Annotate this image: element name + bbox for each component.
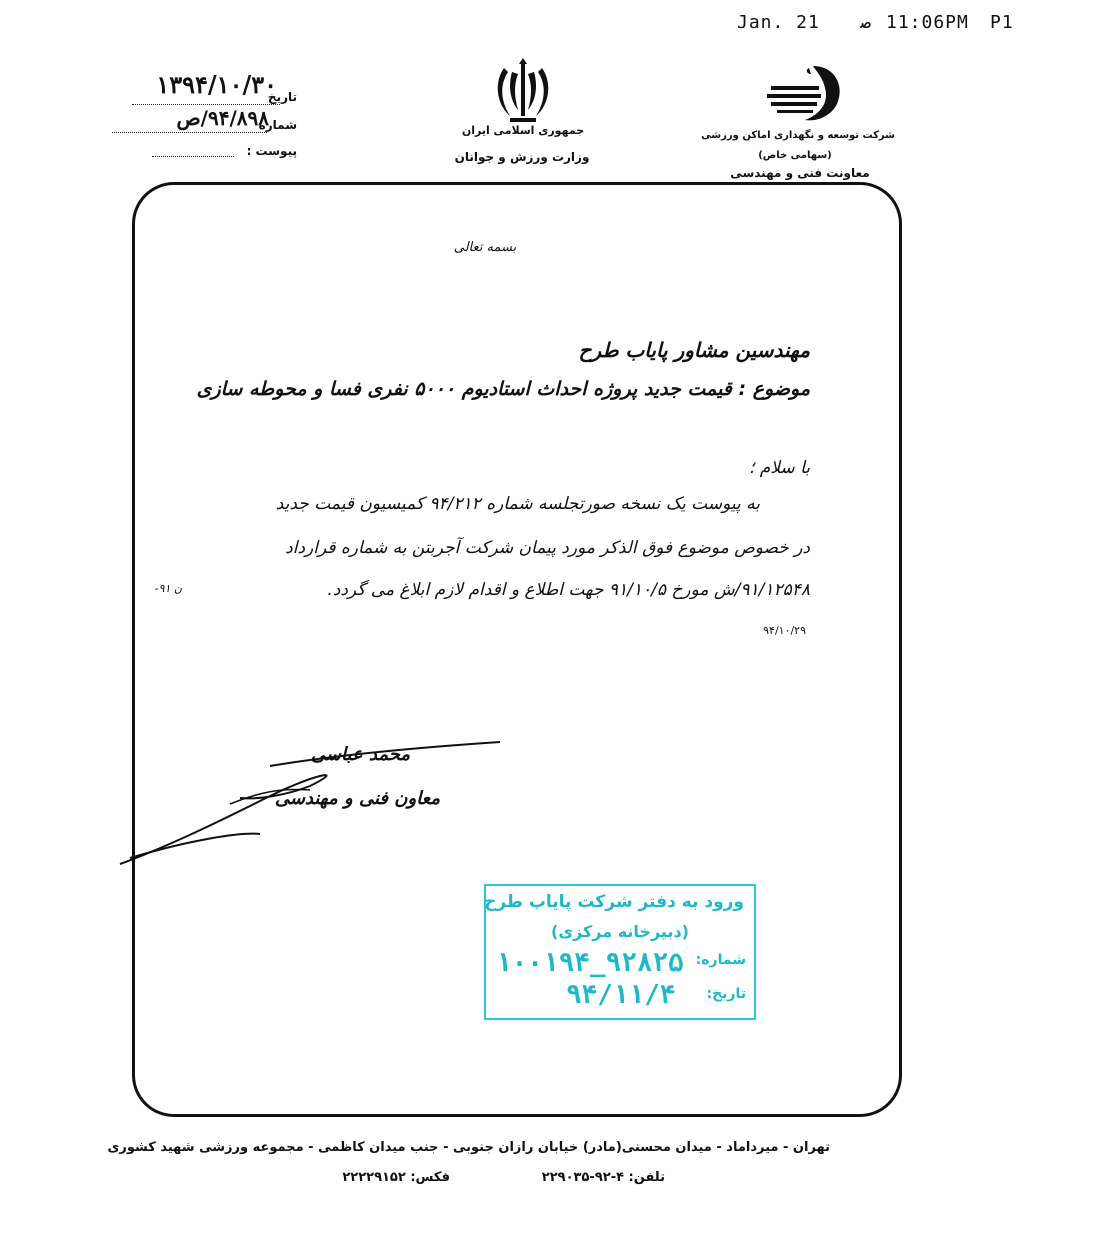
salutation: بسمه تعالی	[453, 240, 517, 255]
footer-phone: تلفن: ۴-۹۲-۲۲۹۰۳۵	[541, 1170, 665, 1185]
meta-block	[112, 66, 297, 166]
body-line-2: در خصوص موضوع فوق الذکر مورد پیمان شرکت آجربتن به شماره قرارداد	[285, 538, 810, 558]
margin-note: ن ۹۱-	[154, 582, 182, 595]
body-line-1: به پیوست یک نسخه صورتجلسه شماره ۹۴/۲۱۲ کمیسیون قیمت جدید	[275, 494, 760, 514]
stamp-number-label: شماره:	[695, 952, 746, 968]
company-line1: شرکت توسعه و نگهداری اماکن ورزشی	[701, 130, 895, 141]
meta-date-underline	[132, 104, 280, 105]
iran-emblem-icon	[490, 58, 556, 126]
stamp-date-label: تاریخ:	[706, 986, 746, 1002]
stamp-title: ورود به دفتر شرکت پایاب طرح	[484, 892, 744, 912]
fax-page: P1	[990, 12, 1014, 33]
subject: موضوع : قیمت جدید پروژه احداث استادیوم ۵۰۰۰ نفری فسا و محوطه سازی	[196, 378, 810, 400]
recipient: مهندسین مشاور پایاب طرح	[578, 338, 810, 362]
meta-date-value: ۱۳۹۴/۱۰/۳۰	[156, 70, 277, 99]
meta-number-label: شماره	[258, 118, 297, 132]
signer-name: محمد عباسی	[310, 744, 410, 765]
footer-address: تهران - میرداماد - میدان محسنی(مادر) خیابان رازان جنوبی - جنب میدان کاظمی - مجموعه ورزشی شهید کشوری	[107, 1140, 830, 1155]
greeting: با سلام ؛	[748, 458, 810, 478]
stamp-subtitle: (دبیرخانه مرکزی)	[551, 922, 689, 941]
meta-number-underline	[112, 132, 267, 133]
company-logo-icon	[765, 62, 845, 124]
meta-attachment-underline	[152, 156, 234, 157]
signer-title: معاون فنی و مهندسی	[274, 788, 440, 809]
meta-attachment-label: پیوست :	[246, 144, 297, 158]
body-line-3: ۹۱/۱۲۵۴۸/ش مورخ ۹۱/۱۰/۵ جهت اطلاع و اقدام لازم ابلاغ می گردد.	[327, 580, 810, 600]
footer-fax: فکس: ۲۲۲۲۹۱۵۲	[342, 1170, 450, 1185]
meta-date-label: تاریخ	[267, 90, 297, 104]
handwritten-date: ۹۴/۱۰/۲۹	[763, 624, 806, 637]
fax-mark: ﺻ	[860, 12, 871, 33]
ministry-line2: وزارت ورزش و جوانان	[454, 150, 590, 164]
company-line2: (سهامی خاص)	[758, 150, 832, 161]
meta-number-value: ۹۴/۸۹۸/ص	[176, 106, 269, 130]
stamp-number-value: ۱۰۰۱۹۴_۹۲۸۲۵	[496, 948, 684, 978]
stamp-date-value: ۹۴/۱۱/۴	[566, 980, 676, 1010]
company-line3: معاونت فنی و مهندسی	[730, 166, 870, 180]
signature-scribble	[110, 736, 510, 876]
receipt-stamp	[484, 884, 756, 1020]
fax-time: 11:06PM	[886, 12, 969, 33]
ministry-line1: جمهوری اسلامی ایران	[461, 124, 585, 137]
fax-date: Jan. 21	[737, 12, 820, 33]
